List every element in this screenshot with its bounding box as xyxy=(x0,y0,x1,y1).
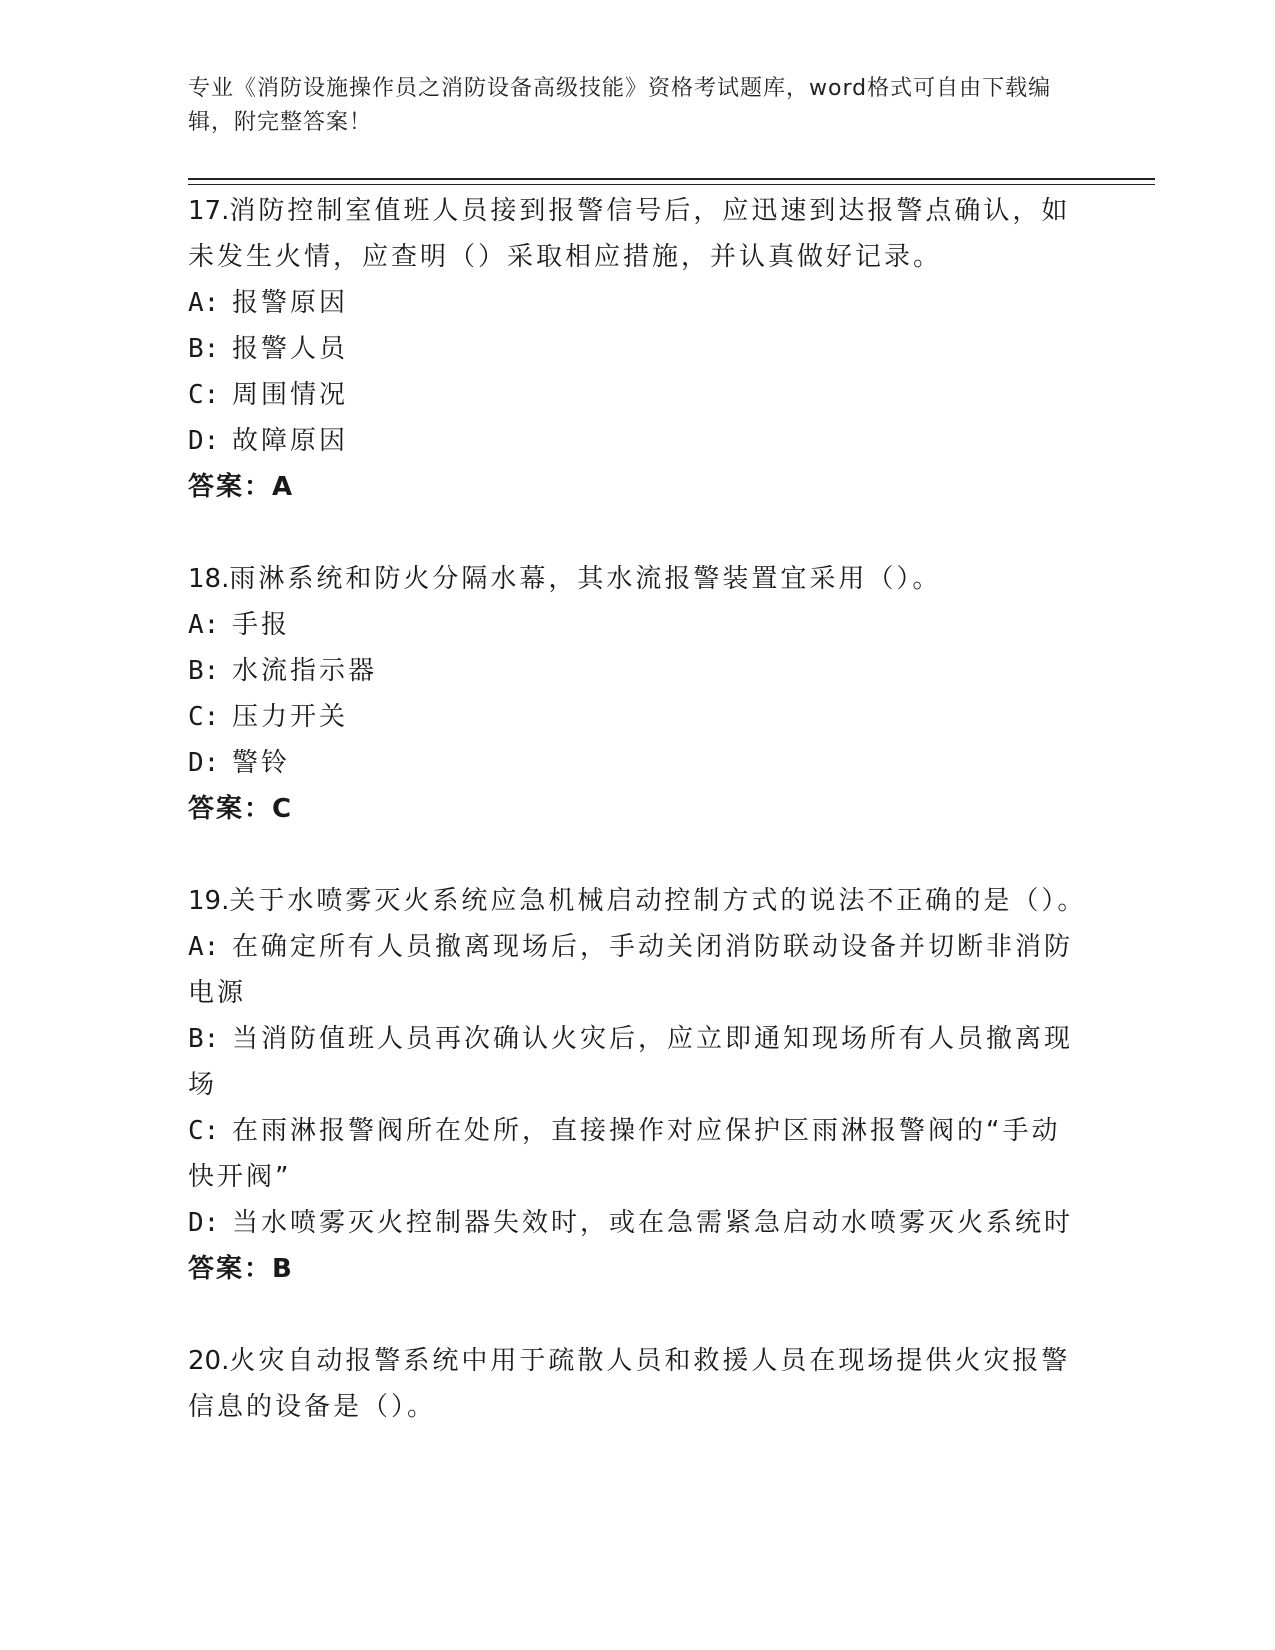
option-text: 周围情况 xyxy=(232,380,349,410)
option-key: A: xyxy=(188,610,220,640)
option-a xyxy=(188,924,1088,1016)
question-stem: 消防控制室值班人员接到报警信号后，应迅速到达报警点确认，如未发生火情，应查明（）采取相应措施，并认真做好记录。 xyxy=(188,196,1071,272)
option-text: 压力开关 xyxy=(232,702,349,732)
option-text: 报警原因 xyxy=(232,288,349,318)
option-text: 在雨淋报警阀所在处所，直接操作对应保护区雨淋报警阀的“手动快开阀” xyxy=(188,1116,1061,1192)
option-d xyxy=(188,418,1088,464)
question-number: 19. xyxy=(188,886,230,916)
option-key: B: xyxy=(188,656,220,686)
question-text xyxy=(188,188,1088,280)
option-key: C: xyxy=(188,1116,220,1146)
question-20 xyxy=(188,1338,1088,1430)
option-key: C: xyxy=(188,702,220,732)
question-stem: 关于水喷雾灭火系统应急机械启动控制方式的说法不正确的是（）。 xyxy=(229,886,1087,916)
question-stem: 火灾自动报警系统中用于疏散人员和救援人员在现场提供火灾报警信息的设备是（）。 xyxy=(188,1346,1071,1422)
option-key: A: xyxy=(188,932,220,962)
option-key: B: xyxy=(188,1024,220,1054)
option-key: B: xyxy=(188,334,220,364)
question-number: 20. xyxy=(188,1346,230,1376)
question-17 xyxy=(188,188,1088,510)
option-text: 水流指示器 xyxy=(232,656,378,686)
question-19 xyxy=(188,878,1088,1292)
question-text xyxy=(188,556,1088,602)
answer-label: 答案：C xyxy=(188,794,294,824)
question-text xyxy=(188,878,1088,924)
option-text: 在确定所有人员撤离现场后，手动关闭消防联动设备并切断非消防电源 xyxy=(188,932,1074,1008)
question-number: 18. xyxy=(188,564,230,594)
option-c xyxy=(188,372,1088,418)
option-text: 当水喷雾灭火控制器失效时，或在急需紧急启动水喷雾灭火系统时 xyxy=(232,1208,1074,1238)
option-text: 报警人员 xyxy=(232,334,349,364)
answer-label: 答案：A xyxy=(188,472,295,502)
question-list xyxy=(188,188,1088,1476)
option-b xyxy=(188,648,1088,694)
option-c xyxy=(188,1108,1088,1200)
option-b xyxy=(188,1016,1088,1108)
option-d xyxy=(188,1200,1088,1246)
option-text: 手报 xyxy=(232,610,291,640)
option-text: 警铃 xyxy=(232,748,291,778)
question-number: 17. xyxy=(188,196,230,226)
question-stem: 雨淋系统和防火分隔水幕，其水流报警装置宜采用（）。 xyxy=(229,564,942,594)
option-d xyxy=(188,740,1088,786)
question-text xyxy=(188,1338,1088,1430)
header-divider-thin xyxy=(188,184,1155,185)
option-b xyxy=(188,326,1088,372)
option-a xyxy=(188,602,1088,648)
option-key: A: xyxy=(188,288,220,318)
option-key: D: xyxy=(188,1208,220,1238)
option-a xyxy=(188,280,1088,326)
answer-label: 答案：B xyxy=(188,1254,294,1284)
document-intro: 专业《消防设施操作员之消防设备高级技能》资格考试题库，word格式可自由下载编辑，附完整答案！ xyxy=(188,76,1052,135)
option-text: 故障原因 xyxy=(232,426,349,456)
question-18 xyxy=(188,556,1088,832)
option-key: D: xyxy=(188,426,220,456)
option-text: 当消防值班人员再次确认火灾后，应立即通知现场所有人员撤离现场 xyxy=(188,1024,1074,1100)
header-divider-thick xyxy=(188,178,1155,180)
option-key: D: xyxy=(188,748,220,778)
option-key: C: xyxy=(188,380,220,410)
option-c xyxy=(188,694,1088,740)
